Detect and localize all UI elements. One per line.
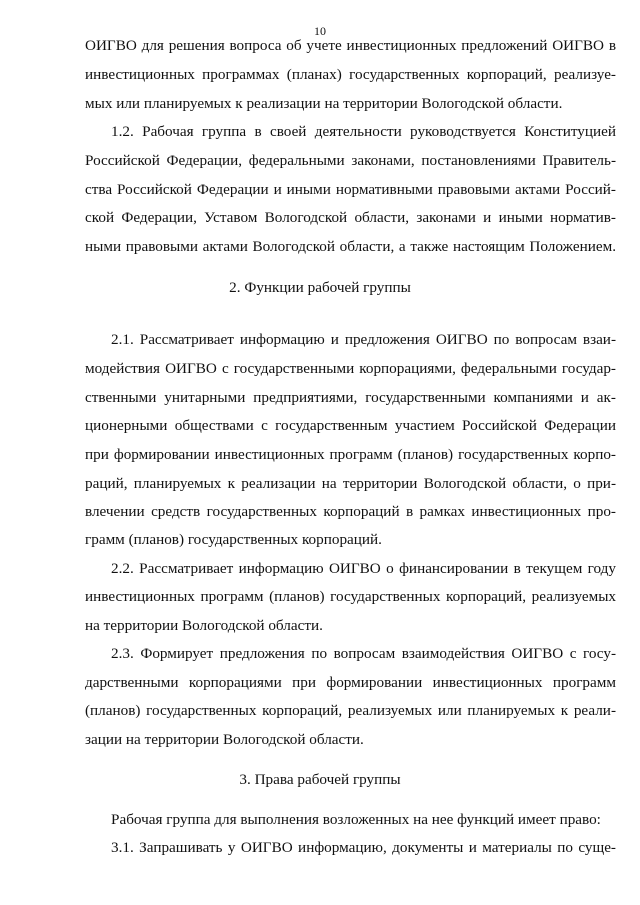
text-line: на территории Вологодской области. [85, 617, 323, 634]
text-line: грамм (планов) государственных корпораций. [85, 531, 382, 548]
text-line: при формировании инвестиционных программ (планов) государственных корпо- [85, 446, 616, 463]
text-line: ства Российской Федерации и иными нормативными правовыми актами Россий- [85, 181, 616, 198]
text-line: раций, планируемых к реализации на территории Вологодской области, о при- [85, 475, 616, 492]
text-line: мых или планируемых к реализации на территории Вологодской области. [85, 95, 563, 112]
text-line: Рабочая группа для выполнения возложенных на нее функций имеет право: [111, 811, 601, 828]
text-line: инвестиционных программах (планах) государственных корпораций, реализуе- [85, 66, 616, 83]
text-line: 2.3. Формирует предложения по вопросам взаимодействия ОИГВО с госу- [111, 645, 616, 662]
text-line: 2.2. Рассматривает информацию ОИГВО о финансировании в текущем году [111, 560, 616, 577]
text-line: зации на территории Вологодской области. [85, 731, 364, 748]
text-line: ской Федерации, Уставом Вологодской области, законами и иными норматив- [85, 209, 616, 226]
text-line: инвестиционных программ (планов) государственных корпораций, реализуемых [85, 588, 616, 605]
text-line: Российской Федерации, федеральными законами, постановлениями Правитель- [85, 152, 616, 169]
text-line: дарственными корпорациями при формировании инвестиционных программ [85, 674, 616, 691]
text-line: модействия ОИГВО с государственными корпорациями, федеральными государ- [85, 360, 616, 377]
text-line: (планов) государственных корпораций, реализуемых или планируемых к реали- [85, 702, 616, 719]
text-line: 3.1. Запрашивать у ОИГВО информацию, документы и материалы по суще- [111, 839, 616, 856]
section-heading: 2. Функции рабочей группы [229, 279, 411, 296]
text-line: 2.1. Рассматривает информацию и предложения ОИГВО по вопросам взаи- [111, 331, 616, 348]
text-line: ственными унитарными предприятиями, государственными компаниями и ак- [85, 389, 616, 406]
page-number: 10 [314, 24, 326, 38]
text-line: 1.2. Рабочая группа в своей деятельности руководствуется Конституцией [111, 123, 616, 140]
text-line: ционерными обществами с государственным участием Российской Федерации [85, 417, 616, 434]
text-line: влечении средств государственных корпораций в рамках инвестиционных про- [85, 503, 616, 520]
text-line: ОИГВО для решения вопроса об учете инвестиционных предложений ОИГВО в [85, 37, 616, 54]
text-line: ными правовыми актами Вологодской области, а также настоящим Положением. [85, 238, 616, 255]
section-heading: 3. Права рабочей группы [239, 771, 401, 788]
